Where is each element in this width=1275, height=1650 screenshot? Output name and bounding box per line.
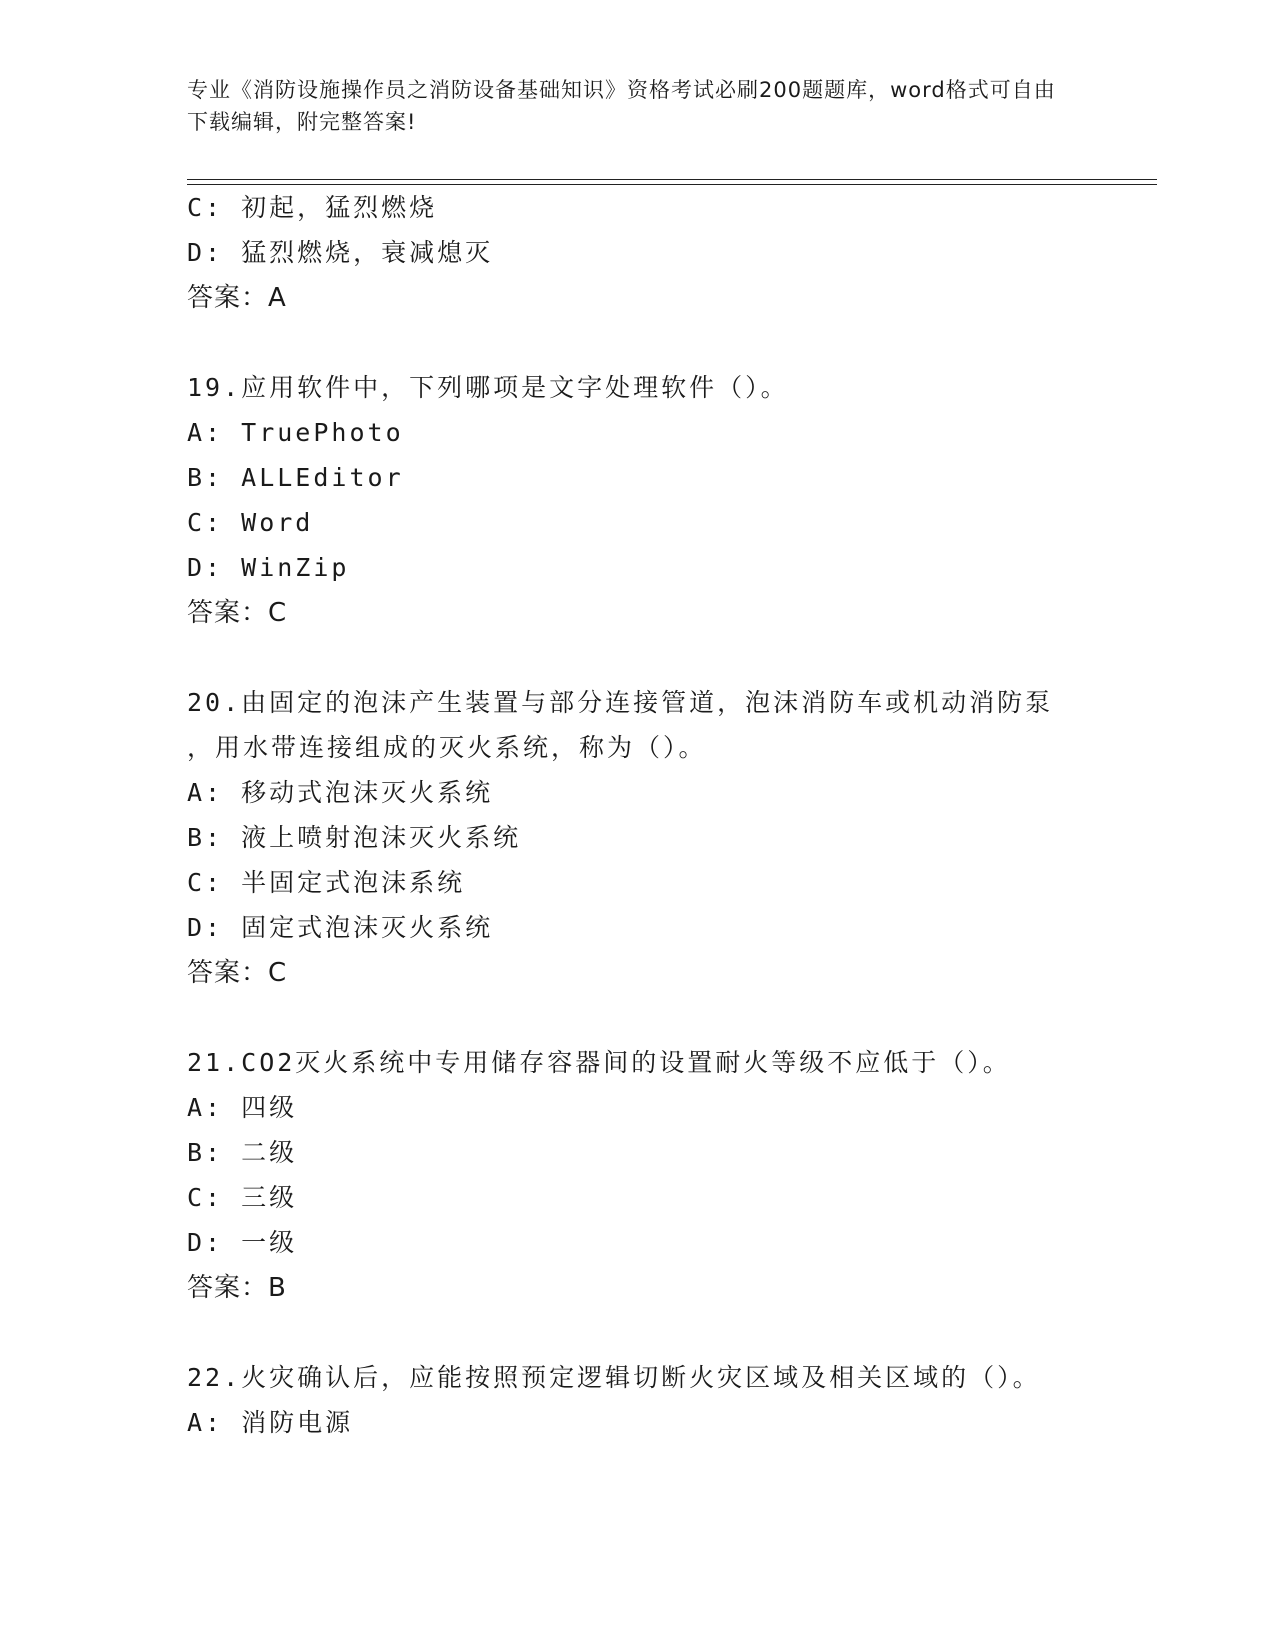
q21-answer: 答案：B (187, 1273, 287, 1303)
q20-answer: 答案：C (187, 958, 288, 988)
q19-option-c: C: Word (187, 508, 314, 537)
q20-option-a: A: 移动式泡沫灭火系统 (187, 778, 494, 807)
q20-option-b: B: 液上喷射泡沫灭火系统 (187, 823, 522, 852)
q19-option-b: B: ALLEditor (187, 463, 404, 492)
q20-stem-line1: 20.由固定的泡沫产生装置与部分连接管道，泡沫消防车或机动消防泵 (187, 688, 1054, 717)
q21-option-b: B: 二级 (187, 1138, 298, 1167)
header-divider-bottom (187, 184, 1157, 185)
prev-option-c: C: 初起，猛烈燃烧 (187, 193, 438, 222)
q19-option-d: D: WinZip (187, 553, 350, 582)
prev-answer: 答案：A (187, 283, 287, 313)
q19-stem: 19.应用软件中，下列哪项是文字处理软件（）。 (187, 373, 789, 402)
header-divider-top (187, 179, 1157, 180)
q21-option-d: D: 一级 (187, 1228, 298, 1257)
q21-option-c: C: 三级 (187, 1183, 298, 1212)
q22-option-a: A: 消防电源 (187, 1408, 354, 1437)
document-header: 专业《消防设施操作员之消防设备基础知识》资格考试必刷200题题库，word格式可自由下载编辑，附完整答案! (187, 78, 1056, 134)
q20-option-c: C: 半固定式泡沫系统 (187, 868, 466, 897)
q20-option-d: D: 固定式泡沫灭火系统 (187, 913, 494, 942)
q19-answer: 答案：C (187, 598, 288, 628)
q19-option-a: A: TruePhoto (187, 418, 404, 447)
q21-stem: 21.CO2灭火系统中专用储存容器间的设置耐火等级不应低于（）。 (187, 1048, 1011, 1077)
q22-stem: 22.火灾确认后，应能按照预定逻辑切断火灾区域及相关区域的（）。 (187, 1363, 1041, 1392)
q20-stem-line2: ，用水带连接组成的灭火系统，称为（）。 (187, 733, 707, 762)
q21-option-a: A: 四级 (187, 1093, 298, 1122)
prev-option-d: D: 猛烈燃烧，衰减熄灭 (187, 238, 494, 267)
